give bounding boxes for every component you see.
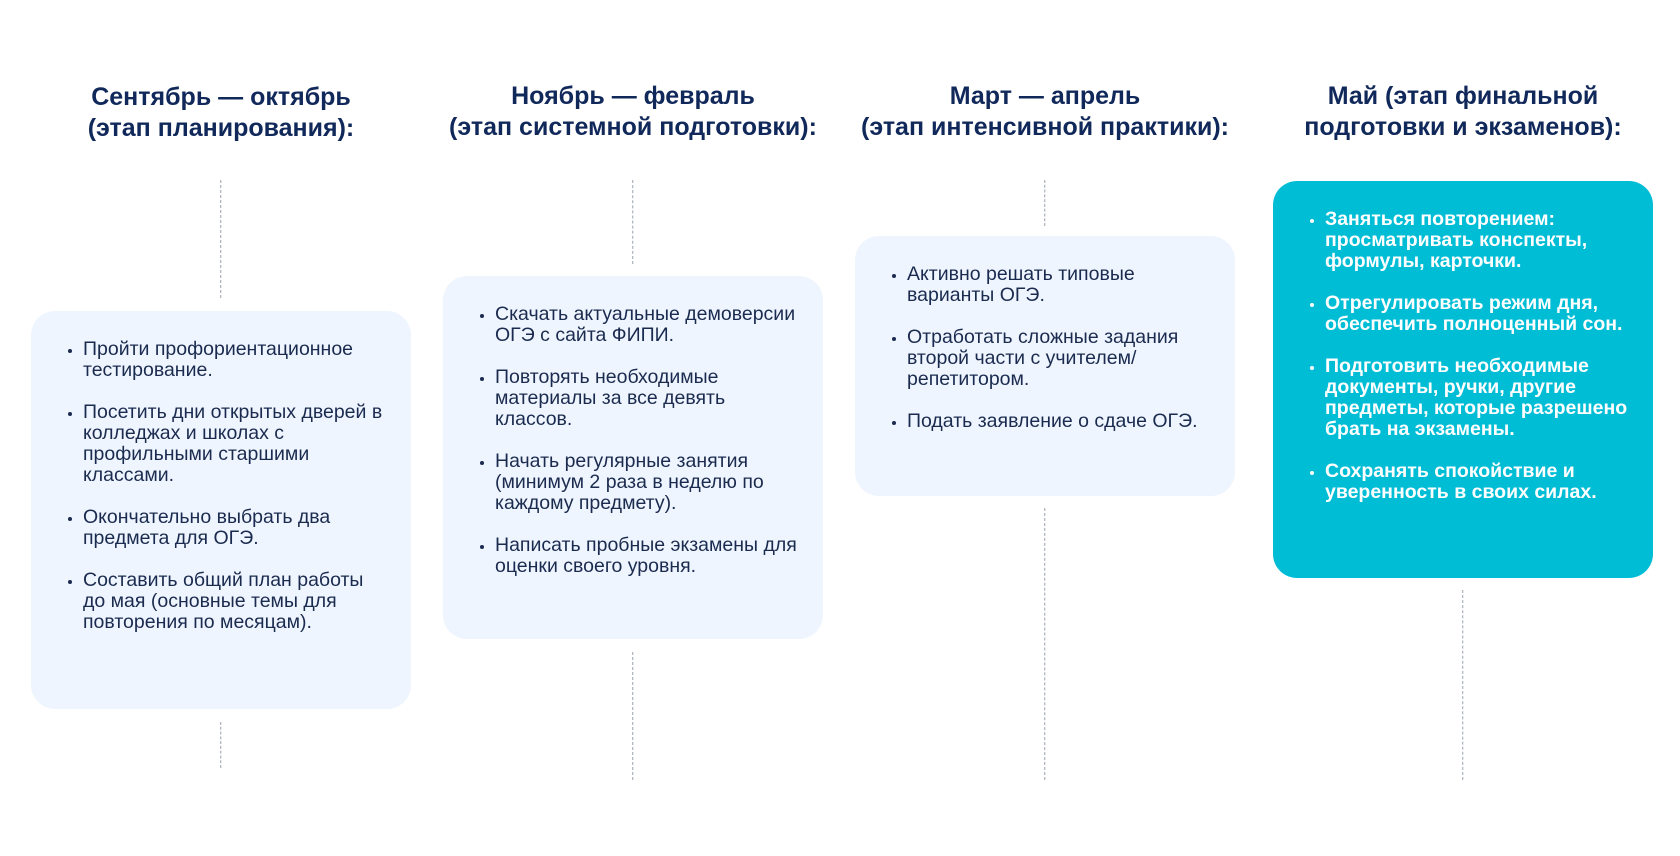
- task-item: • Скачать актуальные демоверсии ОГЭ с сайта ФИПИ.: [495, 304, 803, 346]
- stage-title-line: (этап планирования):: [87, 114, 355, 142]
- stage-title-line: Май (этап финальной: [1327, 82, 1599, 110]
- task-item: • Подать заявление о сдаче ОГЭ.: [907, 411, 1215, 432]
- stage-title-line: Сентябрь — октябрь: [91, 83, 351, 111]
- task-item: • Отрегулировать режим дня, обеспечить полноценный сон.: [1325, 293, 1633, 335]
- task-item: • Отработать сложные задания второй части с учителем/ репетитором.: [907, 327, 1215, 390]
- task-item: • Сохранять спокойствие и уверенность в своих силах.: [1325, 461, 1633, 503]
- timeline-connector-top: [632, 180, 633, 264]
- task-item: • Начать регулярные занятия (минимум 2 раза в неделю по каждому предмету).: [495, 451, 803, 514]
- stage-title: [855, 81, 1235, 143]
- task-item: • Подготовить необходимые документы, ручки, другие предметы, которые разрешено брать на экзамены.: [1325, 356, 1633, 440]
- stage-card: [855, 236, 1235, 496]
- stage-title-line: Март — апрель: [949, 82, 1141, 110]
- timeline-connector-bottom: [1462, 590, 1463, 780]
- stage-title-line: (этап интенсивной практики):: [861, 113, 1229, 141]
- stage-card: [31, 311, 411, 709]
- stage-title-line: Ноябрь — февраль: [511, 82, 755, 110]
- stage-march-april: [855, 0, 1235, 856]
- stage-november-february: [443, 0, 823, 856]
- stage-september-october: [31, 0, 411, 856]
- task-item: • Посетить дни открытых дверей в колледжах и школах с профильными старшими классами.: [83, 402, 391, 486]
- stage-title: [443, 81, 823, 143]
- timeline-connector-top: [1044, 180, 1045, 226]
- stage-card-highlighted: [1273, 181, 1653, 578]
- task-item: • Активно решать типовые варианты ОГЭ.: [907, 264, 1215, 306]
- stage-title-line: (этап системной подготовки):: [449, 113, 817, 141]
- stage-title: [31, 82, 411, 144]
- task-item: • Заняться повторением: просматривать конспекты, формулы, карточки.: [1325, 209, 1633, 272]
- task-item: • Пройти профориентационное тестирование.: [83, 339, 391, 381]
- stage-card: [443, 276, 823, 639]
- timeline-connector-top: [220, 180, 221, 298]
- stage-title-line: подготовки и экзаменов):: [1304, 113, 1622, 141]
- stage-may: [1273, 0, 1653, 856]
- stage-title: [1273, 81, 1653, 143]
- timeline-connector-bottom: [220, 722, 221, 768]
- task-item: • Повторять необходимые материалы за все девять классов.: [495, 367, 803, 430]
- timeline-connector-bottom: [1044, 508, 1045, 780]
- task-item: • Составить общий план работы до мая (основные темы для повторения по месяцам).: [83, 570, 391, 633]
- task-item: • Написать пробные экзамены для оценки своего уровня.: [495, 535, 803, 577]
- timeline-connector-bottom: [632, 652, 633, 780]
- task-item: • Окончательно выбрать два предмета для ОГЭ.: [83, 507, 391, 549]
